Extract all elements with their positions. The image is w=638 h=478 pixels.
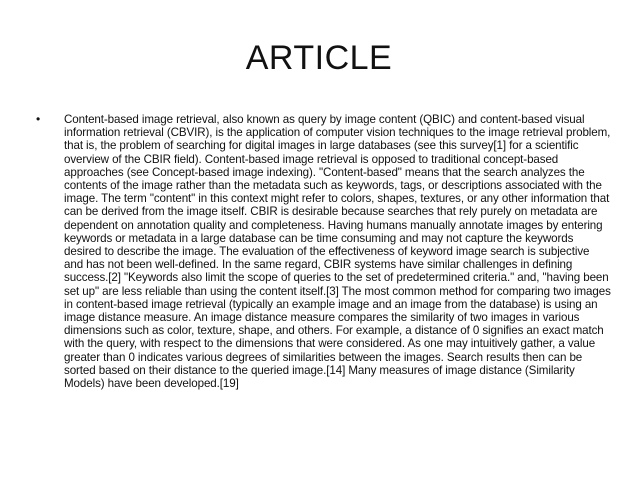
slide-title: ARTICLE <box>245 39 393 77</box>
bullet-item <box>36 113 611 390</box>
bullet-body-text: Content-based image retrieval, also known as query by image content (QBIC) and content-based visual information retrieval (CBVIR), is the application of computer vision techniques to the image retrieval problem, that is, the problem of searching for digital images in large databases (see this survey[1] for a scientific overview of the CBIR field). Content-based image retrieval is opposed to traditional concept-based approaches (see Concept-based image indexing). "Content-based" means that the search analyzes the contents of the image rather than the metadata such as keywords, tags, or descriptions associated with the image. The term "content" in this context might refer to colors, shapes, textures, or any other information that can be derived from the image itself. CBIR is desirable because searches that rely purely on metadata are dependent on annotation quality and completeness. Having humans manually annotate images by entering keywords or metadata in a large database can be time consuming and may not capture the keywords desired to describe the image. The evaluation of the effectiveness of keyword image search is subjective and has not been well-defined. In the same regard, CBIR systems have similar challenges in defining success.[2] "Keywords also limit the scope of queries to the set of predetermined criteria." and, "having been set up" are less reliable than using the content itself.[3] The most common method for comparing two images in content-based image retrieval (typically an example image and an image from the database) is using an image distance measure. An image distance measure compares the similarity of two images in various dimensions such as color, texture, shape, and others. For example, a distance of 0 signifies an exact match with the query, with respect to the dimensions that were considered. As one may intuitively gather, a value greater than 0 indicates various degrees of similarities between the images. Search results then can be sorted based on their distance to the queried image.[14] Many measures of image distance (Similarity Models) have been developed.[19] <box>64 113 611 391</box>
bullet-icon: • <box>36 112 41 126</box>
